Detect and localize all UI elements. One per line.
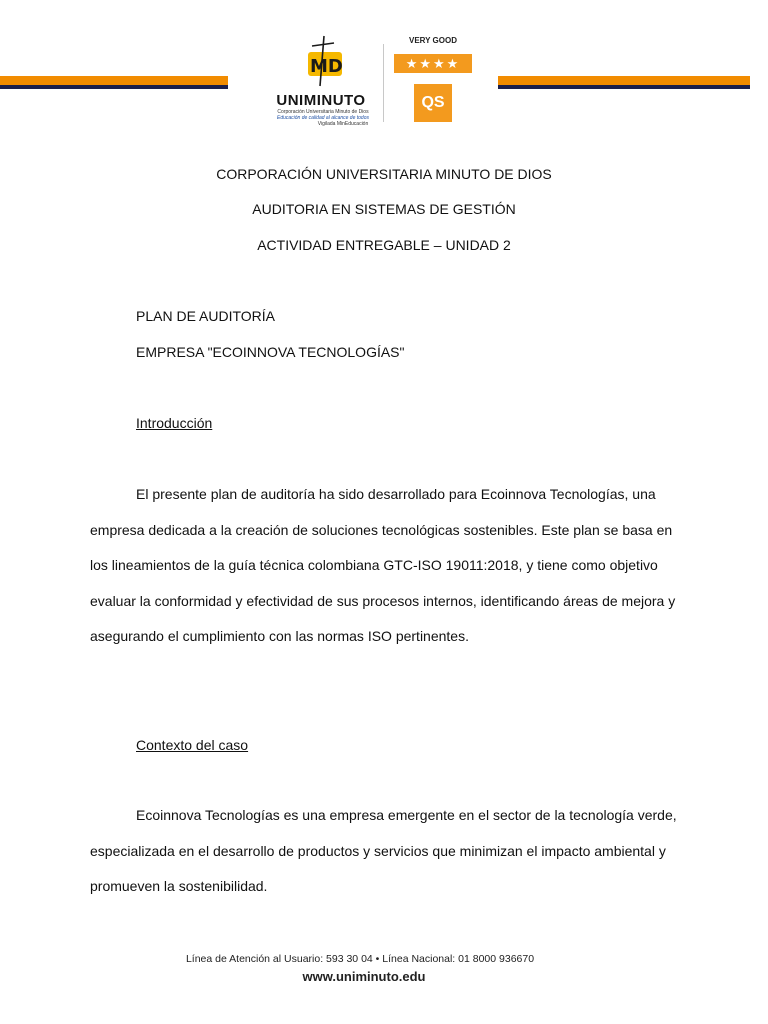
header-stripe-right: [498, 76, 750, 89]
university-slogan: Educación de calidad al alcance de todos: [276, 115, 369, 121]
company-title: EMPRESA "ECOINNOVA TECNOLOGÍAS": [136, 344, 405, 360]
qs-rating-label: VERY GOOD: [408, 36, 457, 45]
intro-paragraph: El presente plan de auditoría ha sido desarrollado para Ecoinnova Tecnologías, una empresa dedicada a la creación de soluciones tecnológicas sostenibles. Este plan se basa en los lineamientos de la guía técnica colombiana GTC-ISO 19011:2018, y tiene como objetivo evaluar la conformidad y efectividad de sus procesos internos, identificando áreas de mejora y asegurando el cumplimiento con las normas ISO pertinentes.: [90, 486, 676, 645]
qs-rating-badge: [392, 36, 474, 126]
md-logo-text: MD: [310, 56, 343, 77]
title-line-1: CORPORACIÓN UNIVERSITARIA MINUTO DE DIOS: [216, 166, 552, 182]
plan-title: PLAN DE AUDITORÍA: [136, 308, 276, 324]
context-paragraph: Ecoinnova Tecnologías es una empresa emergente en el sector de la tecnología verde, especializada en el desarrollo de productos y servicios que minimizan el impacto ambiental y promueven la sostenibilidad.: [90, 807, 677, 895]
uniminuto-logo: [258, 34, 388, 126]
university-vigilada: Vigilada MinEducación: [317, 121, 369, 127]
footer-website: www.uniminuto.edu: [302, 969, 426, 984]
title-line-3: ACTIVIDAD ENTREGABLE – UNIDAD 2: [257, 237, 511, 253]
qs-stars-icon: ★★★★: [394, 54, 472, 73]
title-line-2: AUDITORIA EN SISTEMAS DE GESTIÓN: [252, 201, 516, 217]
university-subtitle: Corporación Universitaria Minuto de Dios: [277, 109, 369, 115]
logo-divider: [383, 44, 384, 122]
md-logo-mark: [290, 34, 350, 88]
footer-contact: Línea de Atención al Usuario: 593 30 04 • Línea Nacional: 01 8000 936670: [185, 953, 535, 965]
intro-heading: Introducción: [136, 415, 213, 431]
context-heading: Contexto del caso: [136, 737, 249, 753]
qs-logo: QS: [414, 84, 452, 122]
university-name: UNIMINUTO: [276, 92, 366, 109]
header-stripe-left: [0, 76, 228, 89]
